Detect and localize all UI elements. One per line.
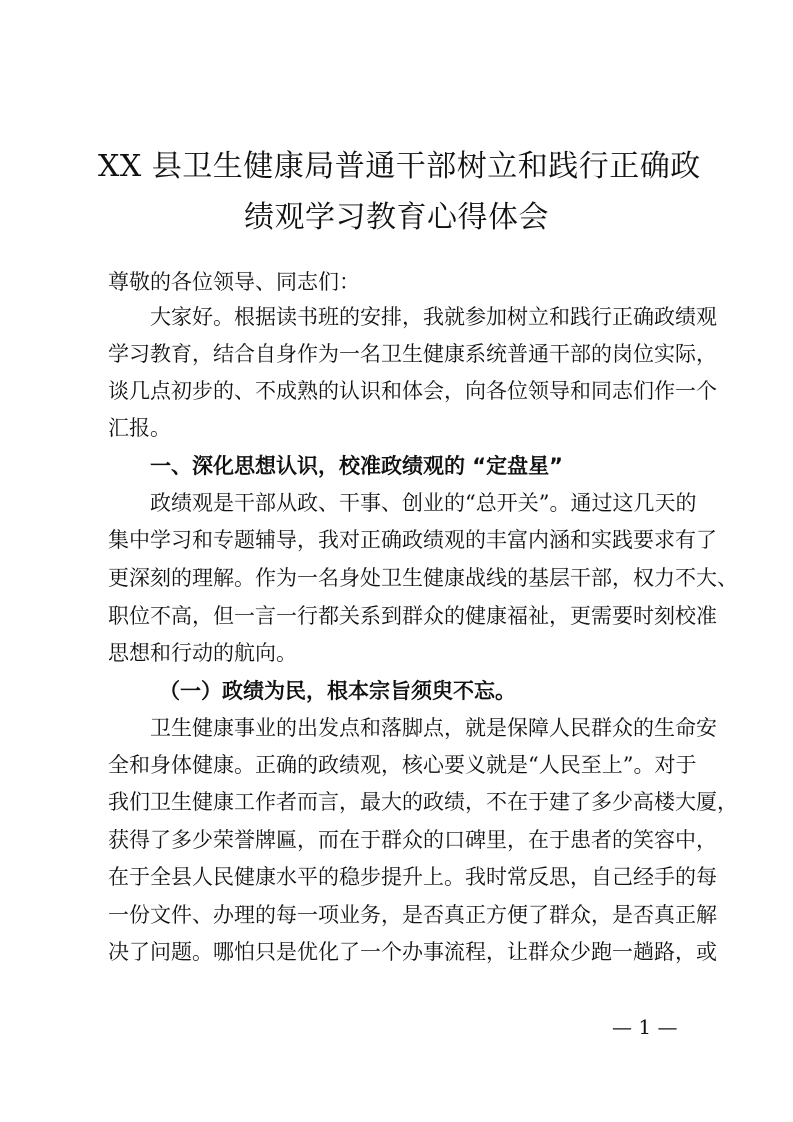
paragraph-line: 职位不高，但一言一行都关系到群众的健康福祉，更需要时刻校准 bbox=[108, 604, 717, 628]
paragraph-line: 学习教育，结合自身作为一名卫生健康系统普通干部的岗位实际， bbox=[108, 342, 717, 366]
paragraph-line: 汇报。 bbox=[108, 416, 171, 440]
page-number: — 1 — bbox=[612, 1015, 678, 1039]
paragraph-line: 我们卫生健康工作者而言，最大的政绩，不在于建了多少高楼大厦， bbox=[108, 790, 738, 814]
paragraph-line: 政绩观是干部从政、干事、创业的“总开关”。通过这几天的 bbox=[150, 491, 697, 515]
paragraph-line: 更深刻的理解。作为一名身处卫生健康战线的基层干部，权力不大、 bbox=[108, 566, 738, 590]
paragraph-line: 集中学习和专题辅导，我对正确政绩观的丰富内涵和实践要求有了 bbox=[108, 528, 717, 552]
section-heading: 一、深化思想认识，校准政绩观的 “定盘星” bbox=[150, 454, 563, 478]
document-title-line-2: 绩观学习教育心得体会 bbox=[244, 200, 549, 235]
paragraph-line: 获得了多少荣誉牌匾，而在于群众的口碑里，在于患者的笑容中， bbox=[108, 828, 717, 852]
paragraph-line: 谈几点初步的、不成熟的认识和体会，向各位领导和同志们作一个 bbox=[108, 379, 717, 403]
document-title-line-1: XX 县卫生健康局普通干部树立和践行正确政 bbox=[98, 149, 701, 184]
paragraph-line: 大家好。根据读书班的安排，我就参加树立和践行正确政绩观 bbox=[150, 305, 717, 329]
subsection-heading: （一）政绩为民，根本宗旨须臾不忘。 bbox=[159, 678, 516, 703]
paragraph-line: 思想和行动的航向。 bbox=[108, 641, 297, 665]
paragraph-line: 一份文件、办理的每一项业务，是否真正方便了群众，是否真正解 bbox=[108, 903, 717, 927]
paragraph-line: 卫生健康事业的出发点和落脚点，就是保障人民群众的生命安 bbox=[150, 716, 717, 740]
salutation: 尊敬的各位领导、同志们： bbox=[108, 270, 360, 294]
paragraph-line: 决了问题。哪怕只是优化了一个办事流程，让群众少跑一趟路，或 bbox=[108, 940, 717, 964]
paragraph-line: 全和身体健康。正确的政绩观，核心要义就是“人民至上”。对于 bbox=[108, 753, 697, 777]
paragraph-line: 在于全县人民健康水平的稳步提升上。我时常反思，自己经手的每 bbox=[108, 865, 717, 889]
